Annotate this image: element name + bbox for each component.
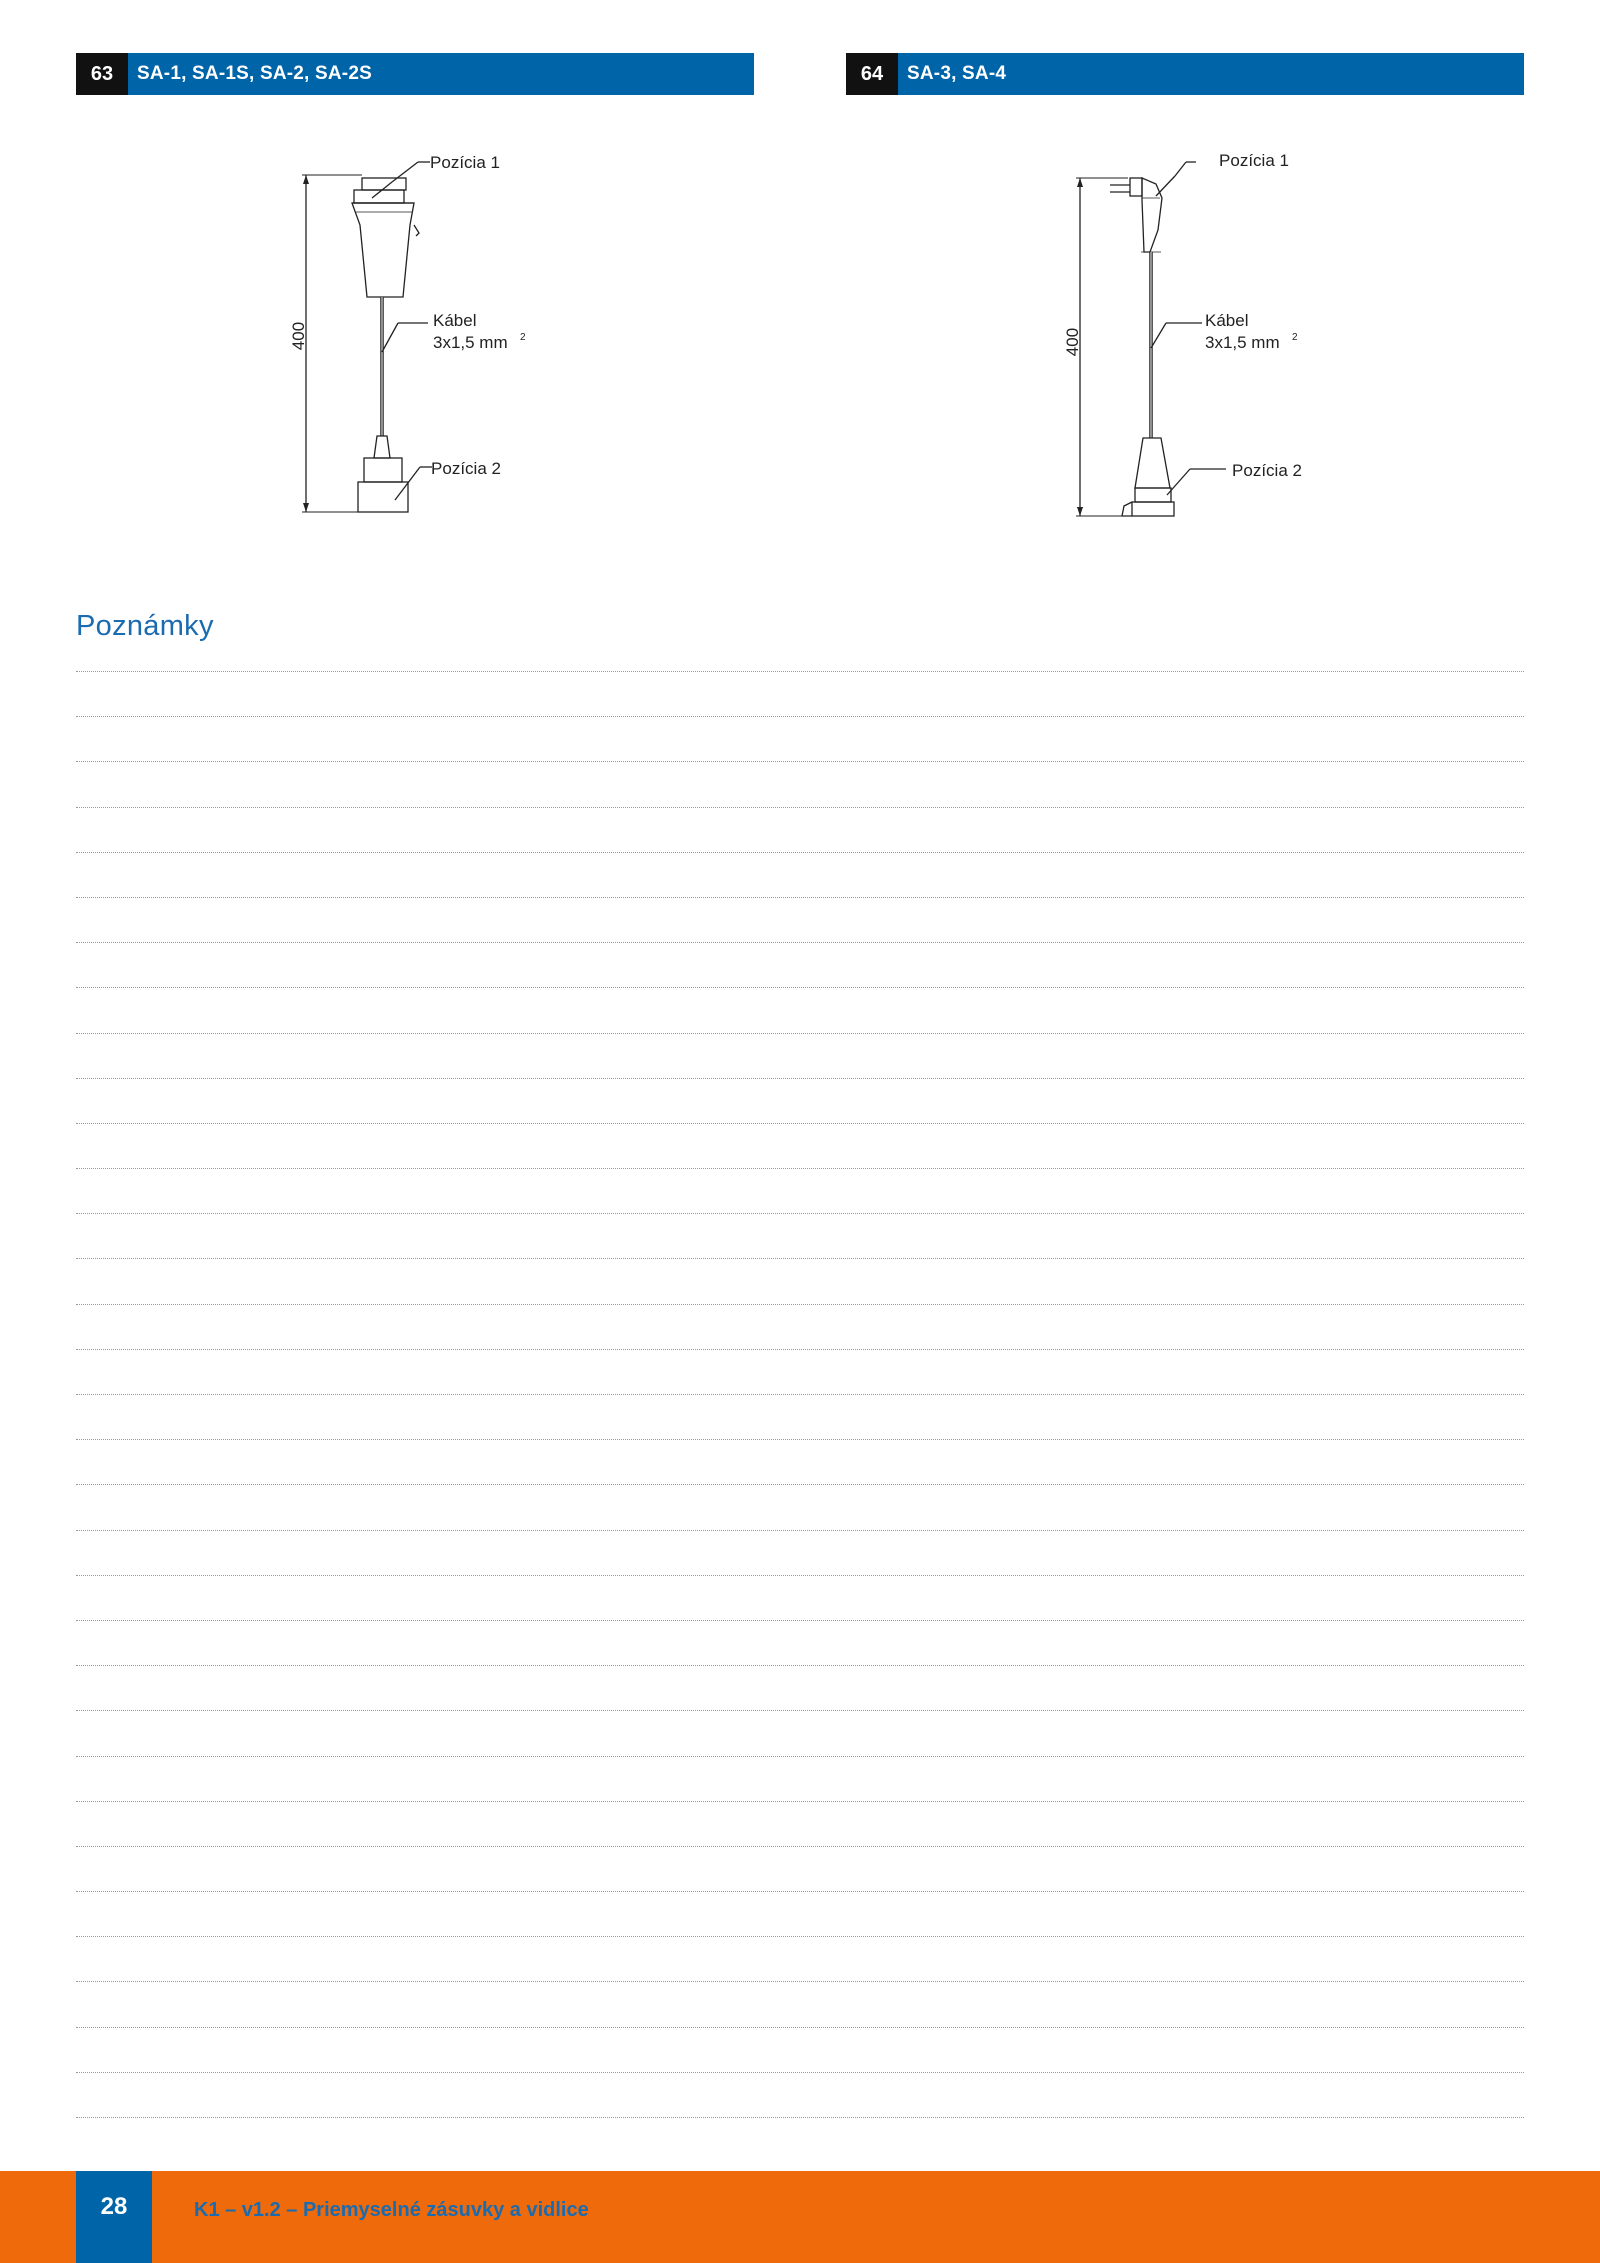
section-number: 64 (846, 53, 898, 95)
notes-title: Poznámky (76, 610, 214, 642)
page-number: 28 (76, 2171, 152, 2263)
note-line (76, 1033, 1524, 1078)
label-cable-spec: 3x1,5 mm (1205, 333, 1280, 352)
note-line (76, 1304, 1524, 1349)
note-line (76, 1394, 1524, 1439)
dimension-label: 400 (289, 321, 308, 351)
label-position-2: Pozícia 2 (1232, 461, 1302, 480)
label-cable-spec: 3x1,5 mm (433, 333, 508, 352)
note-line (76, 1258, 1524, 1303)
section-header-63 (76, 53, 754, 95)
section-title: SA-1, SA-1S, SA-2, SA-2S (137, 63, 372, 84)
label-position-1: Pozícia 1 (430, 153, 500, 172)
note-line (76, 1620, 1524, 1665)
note-line (76, 2027, 1524, 2072)
note-line (76, 1439, 1524, 1484)
footer-title: K1 – v1.2 – Priemyselné zásuvky a vidlice (194, 2199, 589, 2221)
page-footer (0, 2171, 1600, 2263)
label-cable-sup: 2 (520, 332, 526, 343)
note-line (76, 1575, 1524, 1620)
note-line (76, 1801, 1524, 1846)
note-line (76, 1168, 1524, 1213)
note-line (76, 1756, 1524, 1801)
note-line (76, 2072, 1524, 2117)
notes-ruled-lines (76, 671, 1524, 2162)
note-line (76, 671, 1524, 716)
technical-drawing-sa1-sa2 (270, 140, 570, 535)
note-line (76, 1846, 1524, 1891)
note-line (76, 1078, 1524, 1123)
label-position-1: Pozícia 1 (1219, 151, 1289, 170)
note-line (76, 2117, 1524, 2162)
note-line (76, 1665, 1524, 1710)
note-line (76, 987, 1524, 1032)
section-title: SA-3, SA-4 (907, 63, 1007, 84)
note-line (76, 1123, 1524, 1168)
note-line (76, 716, 1524, 761)
note-line (76, 852, 1524, 897)
label-cable: Kábel (1205, 311, 1249, 330)
note-line (76, 1710, 1524, 1755)
note-line (76, 1484, 1524, 1529)
note-line (76, 1981, 1524, 2026)
note-line (76, 807, 1524, 852)
note-line (76, 897, 1524, 942)
note-line (76, 1530, 1524, 1575)
label-position-2: Pozícia 2 (431, 459, 501, 478)
note-line (76, 761, 1524, 806)
note-line (76, 942, 1524, 987)
dimension-label: 400 (1063, 327, 1082, 357)
section-number: 63 (76, 53, 128, 95)
technical-drawing-sa3-sa4 (1040, 140, 1340, 535)
label-cable-sup: 2 (1292, 332, 1298, 343)
section-header-64 (846, 53, 1524, 95)
note-line (76, 1349, 1524, 1394)
note-line (76, 1213, 1524, 1258)
note-line (76, 1891, 1524, 1936)
note-line (76, 1936, 1524, 1981)
label-cable: Kábel (433, 311, 477, 330)
